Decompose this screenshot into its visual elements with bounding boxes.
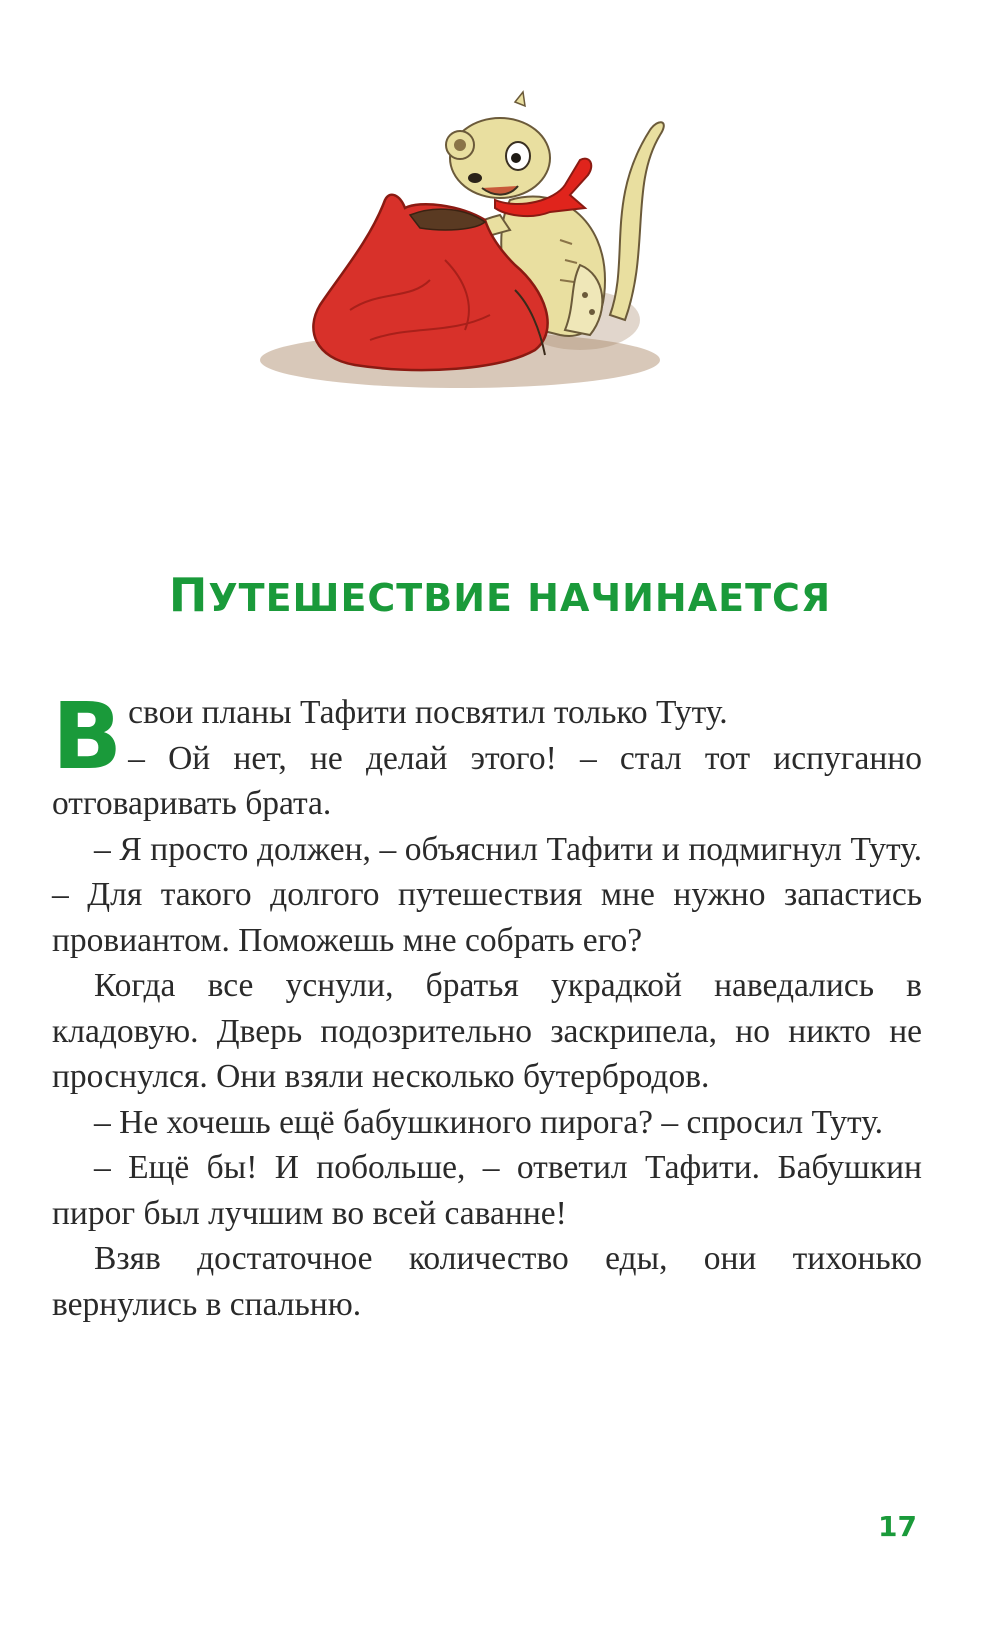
paragraph-2: – Я просто должен, – объяснил Тафити и подмигнул Туту. – Для такого долгого путешествия мне нужно запастись провиантом. Поможешь мне собрать его?: [52, 830, 922, 959]
meerkat-tail: [610, 122, 664, 320]
chapter-title-rest: УТЕШЕСТВИЕ НАЧИНАЕТСЯ: [208, 576, 832, 620]
paragraph-3: Когда все уснули, братья украдкой наведались в кладовую. Дверь подозрительно заскрипела, но никто не проснулся. Они взяли несколько бутербродов.: [52, 967, 922, 1095]
paragraph-4: – Не хочешь ещё бабушкиного пирога? – спросил Туту.: [94, 1103, 884, 1141]
chapter-text: [52, 683, 922, 1327]
chapter-title: [0, 568, 1000, 622]
page-number: 17: [878, 1510, 917, 1543]
chapter-title-first-letter: П: [168, 568, 209, 622]
meerkat-with-sack-illustration: [260, 90, 680, 420]
drop-cap: В: [52, 683, 123, 790]
paragraph-1: В свои планы Тафити посвятил только Туту. – Ой нет, не делай этого! – стал тот испуганно отговаривать брата.: [52, 683, 922, 822]
paragraph-5: – Ещё бы! И побольше, – ответил Тафити. Бабушкин пирог был лучшим во всей саванне!: [52, 1149, 922, 1232]
paragraph-6: Взяв достаточное количество еды, они тихонько вернулись в спальню.: [52, 1240, 922, 1323]
